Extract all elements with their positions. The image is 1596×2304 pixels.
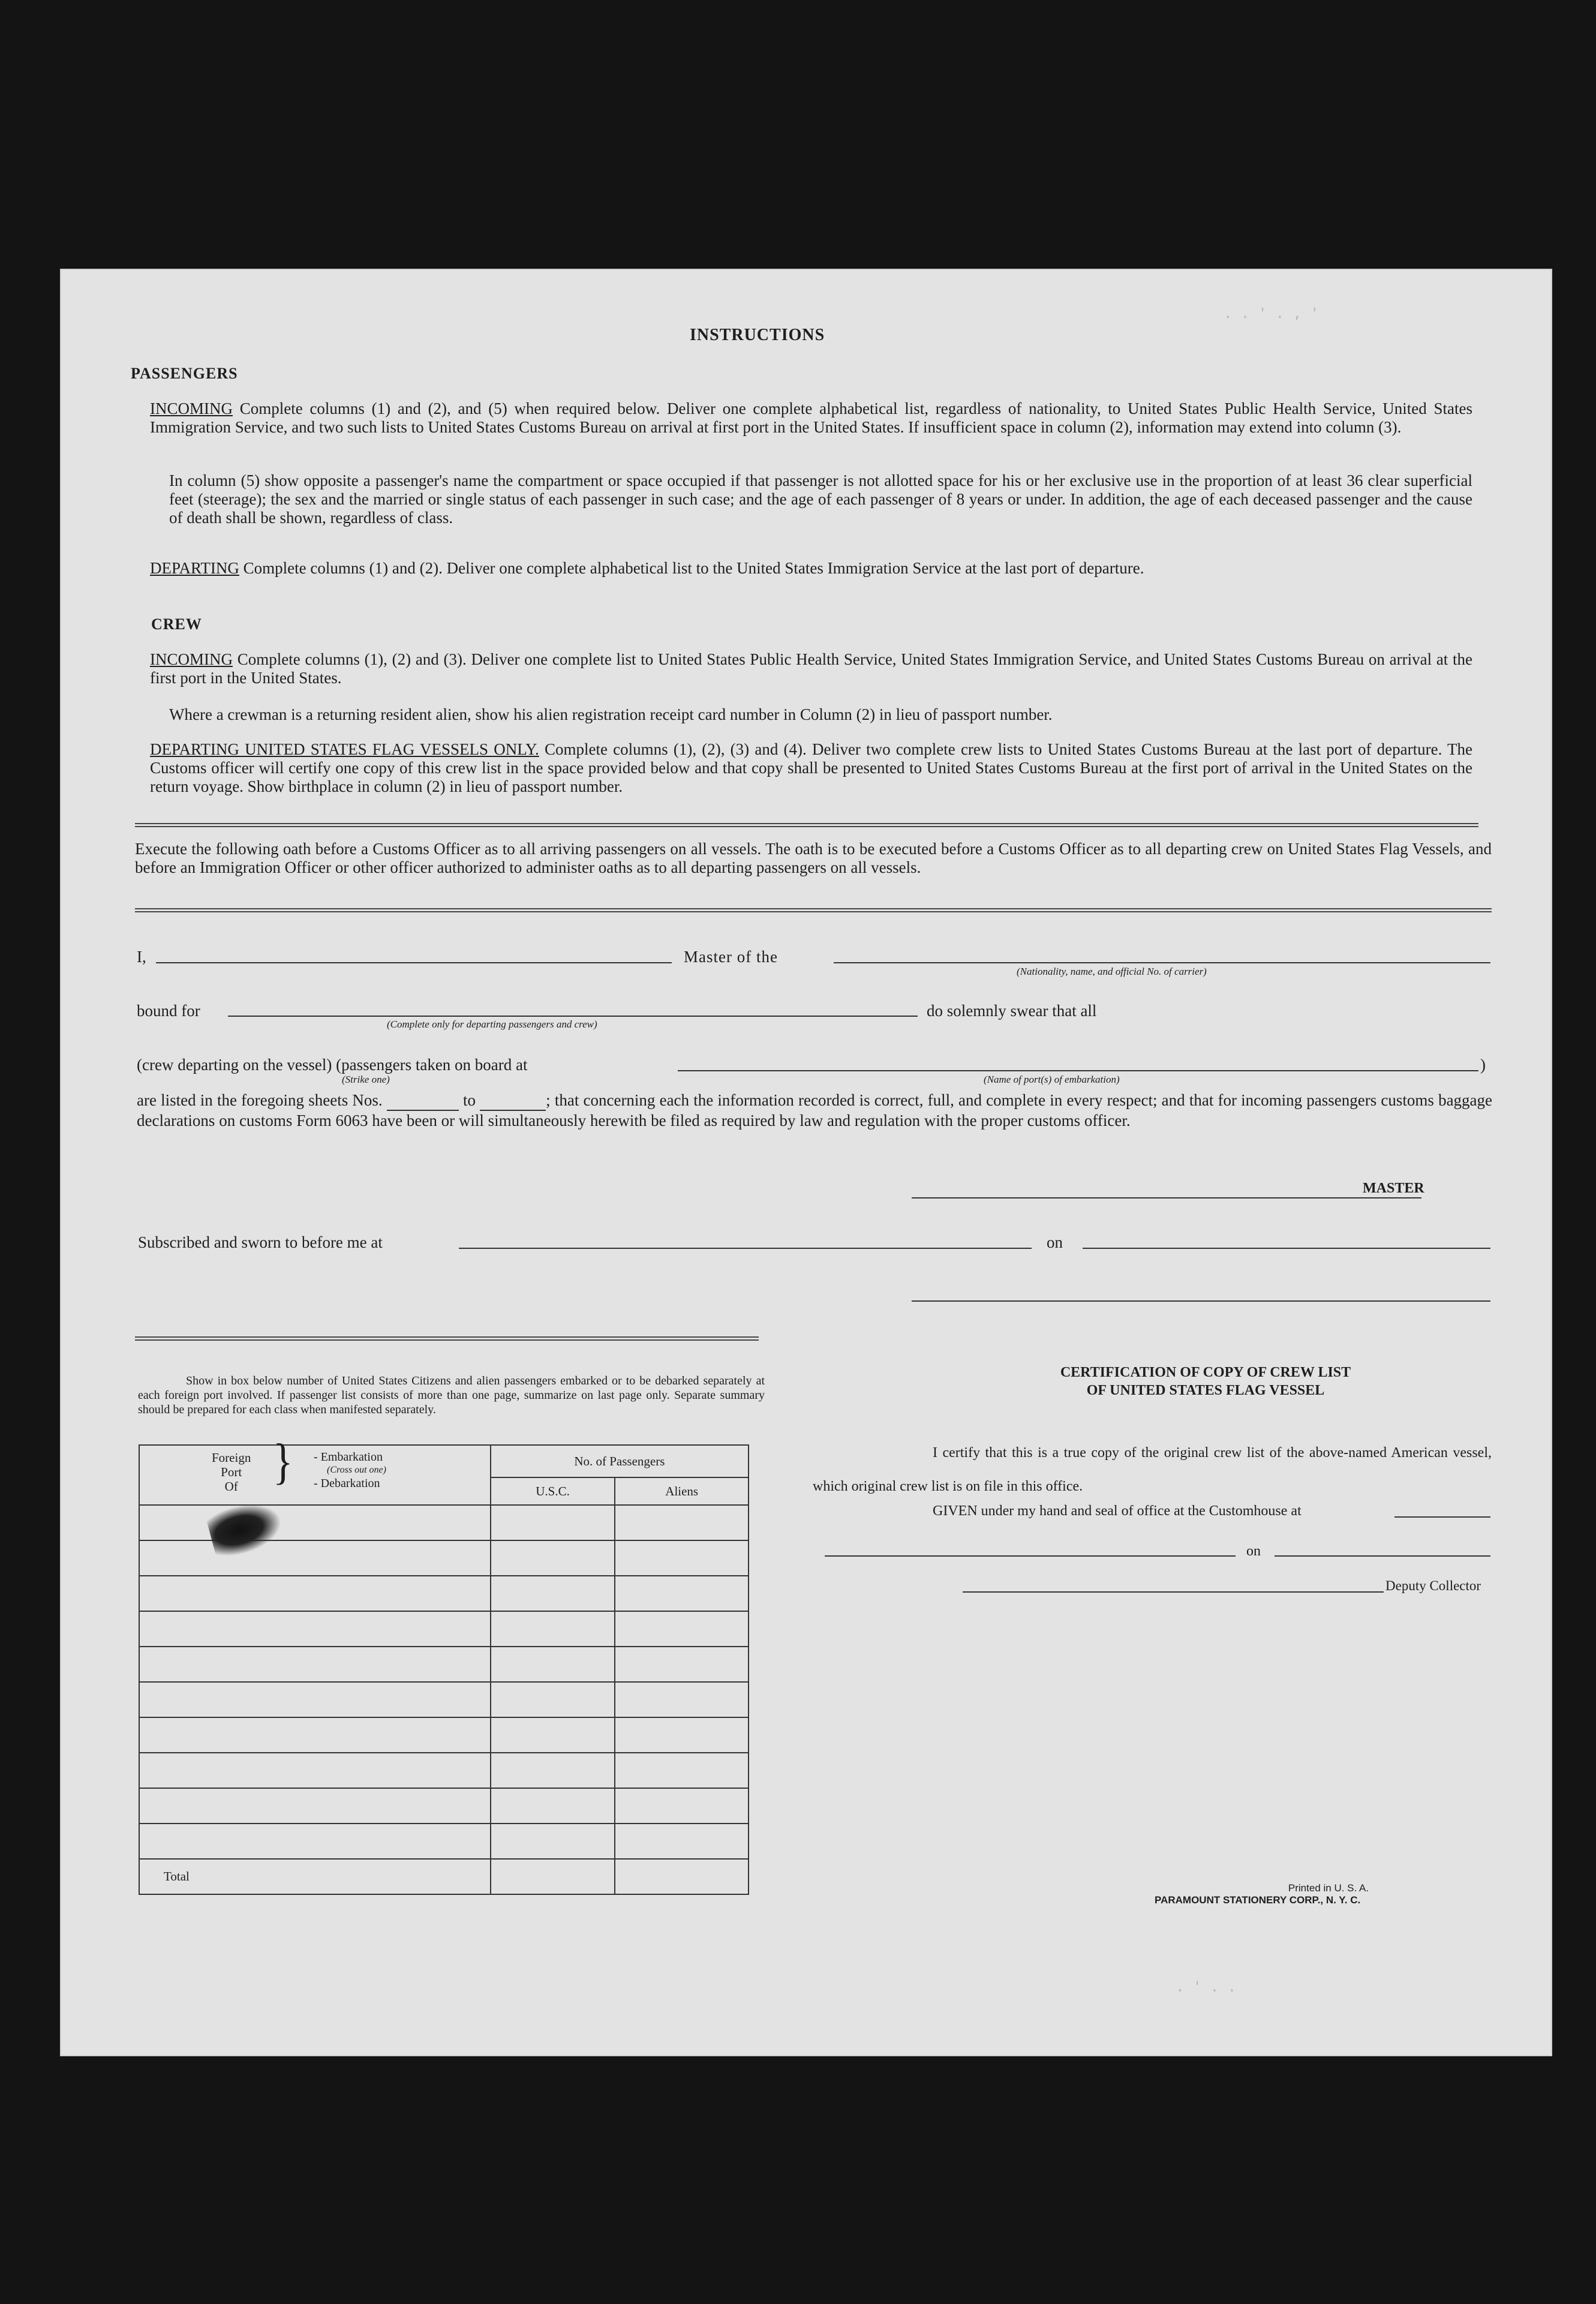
aliens-cell[interactable] <box>615 1611 749 1647</box>
usc-header: U.S.C. <box>491 1477 615 1505</box>
port-cell[interactable] <box>139 1788 491 1824</box>
certification-place-field[interactable] <box>825 1555 1236 1557</box>
oath-i-label: I, <box>137 948 146 966</box>
bound-for-label: bound for <box>137 1002 200 1020</box>
certification-date-field[interactable] <box>1275 1555 1490 1557</box>
usc-cell[interactable] <box>491 1682 615 1717</box>
passengers-incoming-label: INCOMING <box>150 399 233 417</box>
listed-text: are listed in the foregoing sheets Nos. <box>137 1091 383 1109</box>
deputy-collector-label: Deputy Collector <box>1385 1578 1481 1593</box>
certification-title-line2: OF UNITED STATES FLAG VESSEL <box>1086 1383 1325 1398</box>
section-divider <box>135 908 1492 912</box>
usc-total-cell[interactable] <box>491 1859 615 1894</box>
port-cell[interactable] <box>139 1576 491 1611</box>
carrier-caption: (Nationality, name, and official No. of carrier) <box>1017 966 1207 977</box>
usc-cell[interactable] <box>491 1753 615 1788</box>
port-cell[interactable] <box>139 1505 491 1540</box>
aliens-header: Aliens <box>615 1477 749 1505</box>
crew-departing-text: (crew departing on the vessel) (passengers taken on board at <box>137 1056 528 1074</box>
form-page <box>60 269 1552 2056</box>
printer-line-2: PARAMOUNT STATIONERY CORP., N. Y. C. <box>1155 1894 1361 1906</box>
close-paren: ) <box>1480 1056 1486 1074</box>
usc-cell[interactable] <box>491 1611 615 1647</box>
to-text: to <box>462 1091 476 1109</box>
certification-title-line1: CERTIFICATION OF COPY OF CREW LIST <box>1060 1365 1351 1380</box>
certification-title <box>960 1363 1451 1399</box>
no-of-passengers-header: No. of Passengers <box>491 1445 749 1477</box>
port-cell[interactable] <box>139 1717 491 1753</box>
aliens-cell[interactable] <box>615 1753 749 1788</box>
crew-departing-paragraph <box>150 740 1472 796</box>
swear-text: do solemnly swear that all <box>927 1002 1097 1020</box>
bound-for-field[interactable] <box>228 1016 918 1017</box>
aliens-cell[interactable] <box>615 1576 749 1611</box>
cross-out-caption: (Cross out one) <box>327 1465 386 1475</box>
carrier-field[interactable] <box>834 962 1490 963</box>
section-divider <box>135 823 1478 827</box>
summary-divider <box>135 1336 759 1341</box>
aliens-cell[interactable] <box>615 1682 749 1717</box>
master-signature-field[interactable] <box>912 1197 1421 1198</box>
passengers-departing-text: Complete columns (1) and (2). Deliver one complete alphabetical list to the United States Immigration Service at the last port of departure. <box>243 559 1144 577</box>
aliens-total-cell[interactable] <box>615 1859 749 1894</box>
port-cell[interactable] <box>139 1824 491 1859</box>
given-text: GIVEN under my hand and seal of office at the Customhouse at <box>933 1503 1302 1519</box>
customhouse-field[interactable] <box>1394 1516 1490 1518</box>
debarkation-label: - Debarkation <box>314 1477 380 1490</box>
embarkation-port-field[interactable] <box>678 1070 1478 1071</box>
summary-instructions: Show in box below number of United States Citizens and alien passengers embarked or to be debarked separately at each foreign port involved. If passenger list consists of more than one page, summarize on last page only. Separate summary should be prepared for each class when manifested separately. <box>138 1374 765 1416</box>
sheet-from-field[interactable] <box>387 1091 459 1111</box>
aliens-cell[interactable] <box>615 1505 749 1540</box>
of-label: Of <box>224 1479 238 1494</box>
master-name-field[interactable] <box>156 962 672 963</box>
crew-incoming-paragraph <box>150 650 1472 687</box>
crew-departing-text: Complete columns (1), (2), (3) and (4). Deliver two complete crew lists to United States Customs Bureau at the last port of departure. The Customs officer will certify one copy of this crew list in the space provided below and that copy shall be presented to United States Customs Bureau at the first port of arrival in the United States on the return voyage. Show birthplace in column (2) in lieu of passport number. <box>150 740 1473 795</box>
sworn-date-field[interactable] <box>1083 1248 1490 1249</box>
embarkation-label: - Embarkation <box>314 1450 383 1464</box>
aliens-cell[interactable] <box>615 1717 749 1753</box>
ports-caption: (Name of port(s) of embarkation) <box>984 1074 1120 1085</box>
oath-intro: Execute the following oath before a Customs Officer as to all arriving passengers on all vessels. The oath is to be executed before a Customs Officer as to all departing crew on United States Flag Vessels, and before an Immigration Officer or other officer authorized to administer oaths as to all departing passengers on all vessels. <box>135 840 1492 876</box>
aliens-cell[interactable] <box>615 1647 749 1682</box>
deputy-signature-field[interactable] <box>963 1591 1384 1593</box>
usc-cell[interactable] <box>491 1788 615 1824</box>
brace-glyph: } <box>273 1434 293 1490</box>
passengers-incoming-paragraph <box>150 399 1472 437</box>
foreign-port-header <box>139 1434 491 1505</box>
usc-cell[interactable] <box>491 1576 615 1611</box>
usc-cell[interactable] <box>491 1647 615 1682</box>
strike-one-caption: (Strike one) <box>342 1074 390 1085</box>
subscribed-label: Subscribed and sworn to before me at <box>138 1233 383 1251</box>
port-label: Port <box>221 1465 242 1479</box>
port-cell[interactable] <box>139 1540 491 1576</box>
crew-incoming-label: INCOMING <box>150 650 233 668</box>
passengers-incoming-text: Complete columns (1) and (2), and (5) when required below. Deliver one complete alphabetical list, regardless of nationality, to United States Public Health Service, United States Immigration Service, and two such lists to United States Customs Bureau on arrival at first port in the United States. If insufficient space in column (2), information may extend into column (3). <box>150 399 1473 436</box>
sworn-place-field[interactable] <box>459 1248 1032 1249</box>
port-cell[interactable] <box>139 1647 491 1682</box>
usc-cell[interactable] <box>491 1505 615 1540</box>
crew-heading: CREW <box>151 615 202 633</box>
oath-statement <box>137 1091 1492 1130</box>
aliens-cell[interactable] <box>615 1788 749 1824</box>
bleed-through-mark: . ' . . <box>1176 1978 1237 1995</box>
foreign-label: Foreign <box>212 1450 251 1465</box>
sheet-to-field[interactable] <box>480 1091 546 1111</box>
crew-returning-paragraph: Where a crewman is a returning resident alien, show his alien registration receipt card number in Column (2) in lieu of passport number. <box>169 705 1053 723</box>
officer-signature-field[interactable] <box>912 1300 1490 1302</box>
aliens-cell[interactable] <box>615 1540 749 1576</box>
certification-on-label: on <box>1246 1543 1261 1559</box>
crew-departing-label: DEPARTING UNITED STATES FLAG VESSELS ONLY. <box>150 740 539 758</box>
passengers-departing-paragraph <box>150 559 1472 578</box>
crew-incoming-text: Complete columns (1), (2) and (3). Deliver one complete list to United States Public Health Service, United States Immigration Service, and United States Customs Bureau on arrival at the first port in the United States. <box>150 650 1473 687</box>
master-of-the-label: Master of the <box>684 948 778 966</box>
aliens-cell[interactable] <box>615 1824 749 1859</box>
bound-for-caption: (Complete only for departing passengers and crew) <box>387 1019 597 1030</box>
port-cell[interactable] <box>139 1611 491 1647</box>
printer-line-1: Printed in U. S. A. <box>1288 1882 1369 1894</box>
sworn-on-label: on <box>1047 1233 1063 1251</box>
listed-rest-text: ; that concerning each the information recorded is correct, full, and complete in every respect; and that for incoming passengers customs baggage declarations on customs Form 6063 have been or will simultaneously herewith be filed as required by law and regulation with the proper customs officer. <box>137 1091 1493 1130</box>
bleed-through-mark: . . ' . , ' <box>1224 305 1319 322</box>
usc-cell[interactable] <box>491 1717 615 1753</box>
port-cell[interactable] <box>139 1753 491 1788</box>
column5-paragraph: In column (5) show opposite a passenger's name the compartment or space occupied if that passenger is not allotted space for his or her exclusive use in the proportion of at least 36 clear superficial feet (steerage); the sex and the married or single status of each passenger in such case; and the age of each passenger of 8 years or under. In addition, the age of each deceased passenger and the cause of death shall be shown, regardless of class. <box>169 471 1472 527</box>
usc-cell[interactable] <box>491 1540 615 1576</box>
certification-statement: I certify that this is a true copy of the original crew list of the above-named American vessel, which original crew list is on file in this office. <box>813 1445 1492 1494</box>
port-cell[interactable] <box>139 1682 491 1717</box>
passengers-departing-label: DEPARTING <box>150 559 239 577</box>
passengers-heading: PASSENGERS <box>131 365 238 382</box>
master-label: MASTER <box>1363 1180 1424 1196</box>
total-label: Total <box>139 1859 491 1894</box>
page-title: INSTRUCTIONS <box>690 326 825 344</box>
usc-cell[interactable] <box>491 1824 615 1859</box>
